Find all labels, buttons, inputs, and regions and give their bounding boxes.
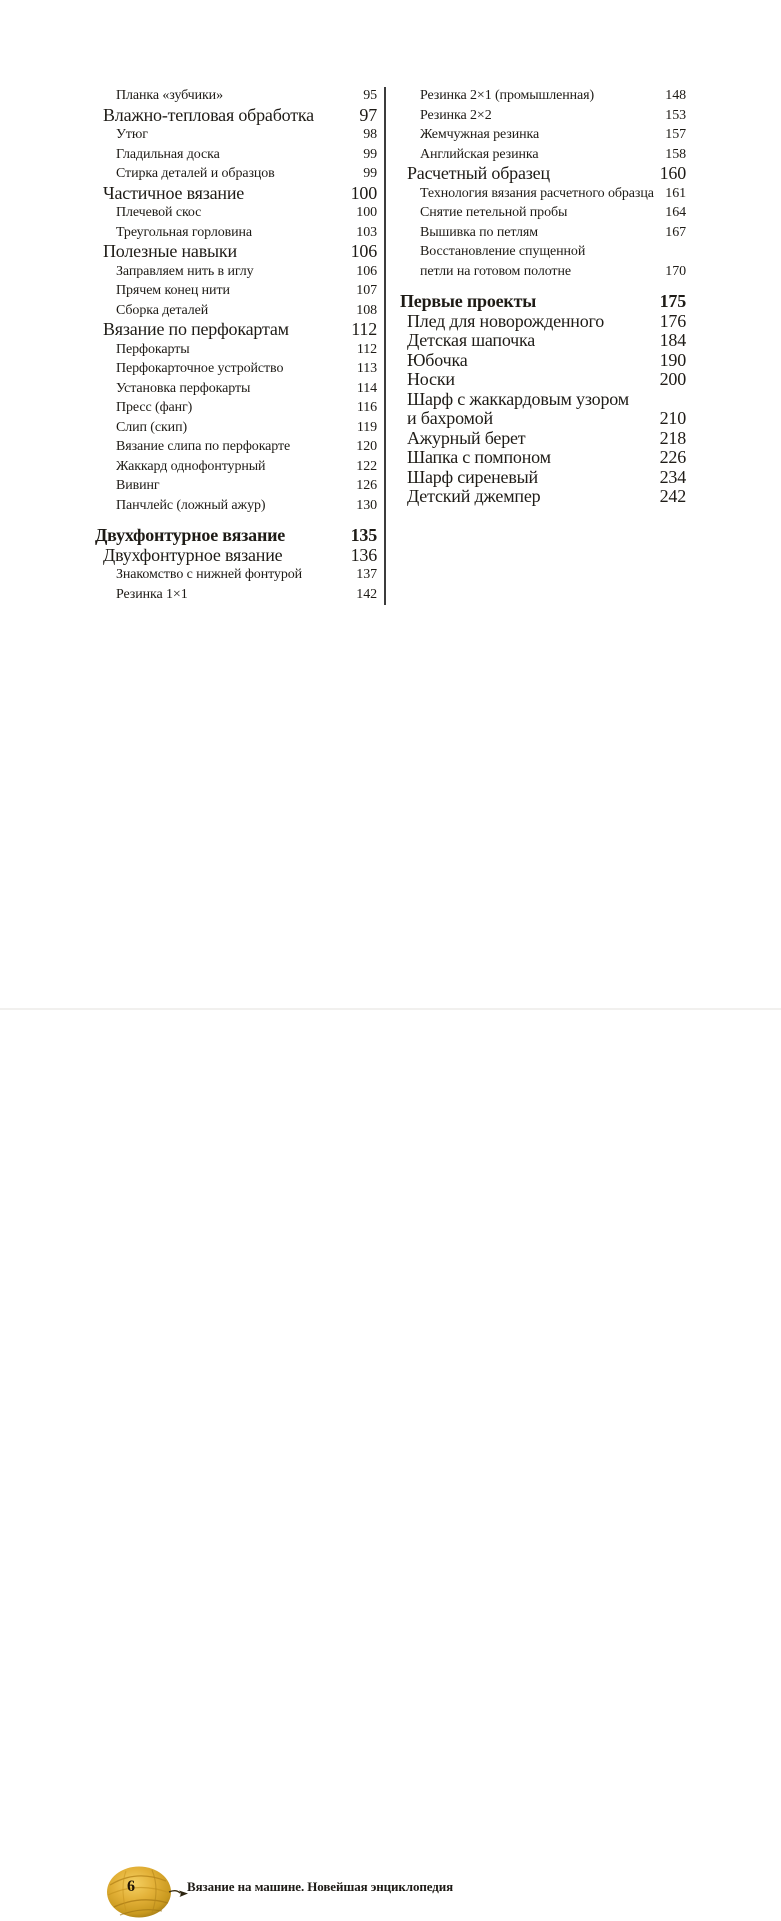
toc-entry-page: 136: [350, 544, 377, 565]
column-divider: [384, 87, 386, 605]
toc-entry-label: Перфокарточное устройство: [116, 361, 284, 376]
toc-entry-page: 176: [659, 310, 686, 331]
toc-entry: [95, 262, 377, 282]
toc-entry-page: 122: [356, 458, 377, 474]
toc-entry-label: Шарф с жаккардовым узором: [407, 388, 629, 409]
toc-entry-label: Сборка деталей: [116, 302, 209, 318]
toc-entry-label: Технология вязания расчетного образца: [420, 185, 654, 201]
toc-entry: [400, 351, 686, 371]
toc-entry-page: 112: [356, 341, 377, 357]
toc-entry-page: 100: [356, 205, 377, 220]
toc-entry: [95, 106, 377, 126]
book-title: Вязание на машине. Новейшая энциклопедия: [187, 1879, 454, 1894]
toc-entry-page: 114: [356, 380, 377, 396]
toc-entry-page: 142: [356, 586, 377, 602]
toc-entry-page: 130: [356, 497, 377, 513]
toc-entry-label: Ажурный берет: [407, 427, 526, 448]
toc-entry-page: 157: [665, 127, 686, 142]
toc-entry: [400, 145, 686, 165]
toc-entry-page: 170: [665, 263, 686, 279]
toc-entry-label: Резинка 2×2: [420, 107, 492, 123]
scan-edge-line: [0, 1008, 781, 1010]
toc-entry: [400, 312, 686, 332]
toc-entry-page: 119: [356, 419, 377, 435]
toc-entry: [95, 457, 377, 477]
toc-entry-label: Знакомство с нижней фонтурой: [116, 567, 303, 582]
toc-entry-label: Резинка 2×1 (промышленная): [420, 88, 595, 103]
toc-entry: [95, 546, 377, 566]
toc-entry-page: 137: [356, 567, 377, 582]
toc-column-left: [95, 86, 377, 604]
toc-entry-page: 190: [659, 349, 686, 370]
toc-entry-label: Заправляем нить в иглу: [116, 263, 254, 279]
toc-entry-page: 200: [659, 369, 686, 389]
toc-entry-label: Жемчужная резинка: [420, 127, 540, 142]
toc-entry: [400, 223, 686, 243]
toc-entry-label: Восстановление спущенной: [420, 244, 586, 259]
toc-entry-label: Треугольная горловина: [116, 224, 253, 240]
toc-entry-label: Прячем конец нити: [116, 283, 230, 298]
toc-entry: [95, 223, 377, 243]
toc-entry-label: Планка «зубчики»: [116, 88, 223, 103]
toc-entry-label: Вязание слипа по перфокарте: [116, 439, 291, 454]
toc-entry-page: 95: [363, 88, 377, 103]
toc-entry: [95, 145, 377, 165]
toc-entry-page: 106: [350, 241, 377, 261]
toc-entry-page: 100: [350, 182, 377, 203]
toc-entry-page: 103: [356, 224, 377, 240]
toc-entry: [400, 429, 686, 449]
toc-entry-label: Юбочка: [407, 349, 468, 370]
toc-entry: [400, 390, 686, 410]
toc-entry-page: 158: [665, 146, 686, 162]
toc-entry-label: Детская шапочка: [407, 330, 536, 350]
toc-entry-page: 113: [356, 361, 377, 376]
toc-entry-label: Резинка 1×1: [116, 586, 188, 602]
toc-entry-label: Носки: [407, 369, 455, 389]
toc-entry-page: 226: [659, 447, 686, 467]
toc-entry-page: 160: [659, 163, 686, 183]
toc-entry: [95, 340, 377, 360]
toc-entry: [400, 164, 686, 184]
toc-entry: [400, 184, 686, 204]
toc-entry-page: 120: [356, 439, 377, 454]
toc-entry: [400, 262, 686, 282]
toc-entry-label: Утюг: [116, 127, 148, 142]
toc-entry: [95, 281, 377, 301]
toc-entry: [95, 418, 377, 438]
toc-entry: [95, 359, 377, 379]
toc-entry-page: 164: [665, 205, 686, 220]
toc-entry-label: петли на готовом полотне: [420, 263, 571, 279]
toc-entry-page: 218: [659, 427, 686, 448]
toc-entry-page: 234: [659, 466, 686, 487]
toc-entry-label: Перфокарты: [116, 341, 190, 357]
toc-entry-page: 106: [356, 263, 377, 279]
toc-entry-page: 184: [659, 330, 686, 350]
toc-entry-label: Панчлейс (ложный ажур): [116, 497, 266, 513]
toc-entry-label: Вивинг: [116, 478, 160, 493]
toc-entry: [95, 379, 377, 399]
toc-entry-page: 98: [363, 127, 377, 142]
toc-entry: [400, 331, 686, 351]
toc-entry-label: Стирка деталей и образцов: [116, 166, 275, 181]
toc-entry-page: 126: [356, 478, 377, 493]
toc-entry: [95, 476, 377, 496]
toc-entry-label: Вышивка по петлям: [420, 224, 538, 240]
page-number: 6: [127, 1878, 135, 1895]
toc-entry-label: Жаккард однофонтурный: [116, 458, 266, 474]
toc-entry-label: Гладильная доска: [116, 146, 220, 162]
toc-entry-page: 167: [665, 224, 686, 240]
toc-entry-label: Английская резинка: [420, 146, 539, 162]
toc-entry: [95, 398, 377, 418]
toc-entry-page: 108: [356, 302, 377, 318]
toc-entry-page: 161: [665, 185, 686, 201]
toc-entry-label: Двухфонтурное вязание: [103, 544, 283, 565]
toc-entry-label: Вязание по перфокартам: [103, 319, 289, 339]
toc-entry-page: 116: [356, 400, 377, 415]
toc-entry-page: 97: [359, 104, 377, 125]
toc-entry: [400, 125, 686, 145]
page-footer: [0, 930, 781, 1895]
toc-entry: [95, 496, 377, 516]
toc-entry-label: Установка перфокарты: [116, 380, 251, 396]
toc-entry: [400, 292, 686, 312]
toc-entry-label: Расчетный образец: [407, 163, 550, 183]
toc-entry-page: 135: [350, 525, 377, 545]
toc-entry-page: 107: [356, 283, 377, 298]
toc-entry-label: Влажно-тепловая обработка: [103, 104, 314, 125]
toc-entry-page: 99: [363, 166, 377, 181]
toc-entry-label: и бахромой: [407, 408, 493, 428]
toc-entry-page: 242: [659, 486, 686, 506]
toc-entry-page: 153: [665, 107, 686, 123]
yarn-ball-icon: [106, 1865, 190, 1921]
toc-entry-label: Двухфонтурное вязание: [95, 525, 286, 545]
toc-entry: [95, 86, 377, 106]
toc-entry-page: 112: [351, 319, 377, 339]
toc-entry: [95, 184, 377, 204]
toc-entry: [95, 203, 377, 223]
toc-entry: [95, 125, 377, 145]
toc-entry: [400, 409, 686, 429]
toc-entry-page: 148: [665, 88, 686, 103]
toc-entry-label: Пресс (фанг): [116, 400, 193, 415]
toc-entry-label: Плечевой скос: [116, 205, 202, 220]
toc-entry: [400, 106, 686, 126]
toc-entry-page: 175: [659, 291, 686, 311]
toc-entry: [400, 370, 686, 390]
toc-entry: [400, 242, 686, 262]
toc-entry-label: Детский джемпер: [407, 486, 541, 506]
toc-entry-label: Шапка с помпоном: [407, 447, 551, 467]
toc-entry-label: Плед для новорожденного: [407, 310, 605, 331]
toc-entry-label: Снятие петельной пробы: [420, 205, 568, 220]
toc-entry: [95, 565, 377, 585]
toc-entry: [400, 86, 686, 106]
toc-entry: [95, 301, 377, 321]
toc-entry: [400, 468, 686, 488]
toc-entry-label: Частичное вязание: [103, 182, 245, 203]
toc-entry: [95, 242, 377, 262]
toc-entry: [95, 526, 377, 546]
toc-entry: [400, 448, 686, 468]
toc-entry: [95, 164, 377, 184]
toc-entry: [95, 320, 377, 340]
toc-entry: [400, 203, 686, 223]
toc-entry-page: 99: [363, 146, 377, 162]
toc-entry: [95, 585, 377, 605]
toc-entry-label: Слип (скип): [116, 419, 188, 435]
toc-entry-label: Первые проекты: [400, 291, 537, 311]
toc-entry-label: Шарф сиреневый: [407, 466, 538, 487]
toc-column-right: [400, 86, 686, 507]
toc-entry-label: Полезные навыки: [103, 241, 237, 261]
toc-entry: [400, 487, 686, 507]
toc-entry: [95, 437, 377, 457]
toc-entry-page: 210: [659, 408, 686, 428]
